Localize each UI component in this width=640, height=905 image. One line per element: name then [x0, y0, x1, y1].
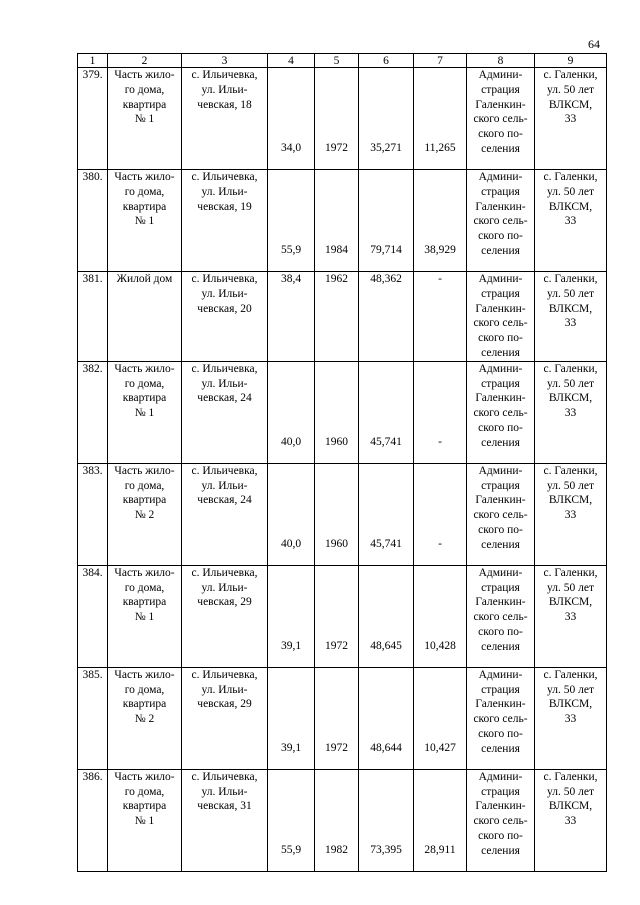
year-value: 1962 [315, 272, 359, 362]
object-name: Жилой дом [108, 272, 182, 362]
holder-address: с. Галенки, ул. 50 лет ВЛКСМ, 33 [535, 463, 607, 565]
residual-value: - [414, 272, 467, 362]
year-value: 1960 [315, 463, 359, 565]
holder-address: с. Галенки, ул. 50 лет ВЛКСМ, 33 [535, 565, 607, 667]
column-header: 5 [315, 54, 359, 68]
book-value: 73,395 [359, 769, 414, 871]
area-value: 55,9 [268, 170, 315, 272]
year-value: 1972 [315, 565, 359, 667]
residual-value: - [414, 361, 467, 463]
book-value: 48,644 [359, 667, 414, 769]
holder-address: с. Галенки, ул. 50 лет ВЛКСМ, 33 [535, 667, 607, 769]
table-row [78, 272, 607, 362]
residual-value: 10,427 [414, 667, 467, 769]
area-value: 39,1 [268, 667, 315, 769]
holder-name: Админи- страция Галенкин- ского сель- ского по- селения [467, 68, 535, 170]
row-number: 381. [78, 272, 108, 362]
year-value: 1960 [315, 361, 359, 463]
object-address: с. Ильичевка, ул. Ильи- чевская, 24 [182, 361, 268, 463]
object-name: Часть жило- го дома, квартира № 1 [108, 769, 182, 871]
object-name: Часть жило- го дома, квартира № 1 [108, 68, 182, 170]
column-number-row [78, 54, 607, 68]
column-header: 6 [359, 54, 414, 68]
area-value: 40,0 [268, 463, 315, 565]
page-number: 64 [588, 37, 600, 51]
row-number: 386. [78, 769, 108, 871]
row-number: 383. [78, 463, 108, 565]
object-address: с. Ильичевка, ул. Ильи- чевская, 18 [182, 68, 268, 170]
property-registry-table [77, 53, 607, 872]
table-row [78, 361, 607, 463]
row-number: 380. [78, 170, 108, 272]
book-value: 48,645 [359, 565, 414, 667]
book-value: 35,271 [359, 68, 414, 170]
residual-value: 10,428 [414, 565, 467, 667]
object-address: с. Ильичевка, ул. Ильи- чевская, 24 [182, 463, 268, 565]
area-value: 38,4 [268, 272, 315, 362]
year-value: 1984 [315, 170, 359, 272]
holder-name: Админи- страция Галенкин- ского сель- ского по- селения [467, 463, 535, 565]
object-name: Часть жило- го дома, квартира № 1 [108, 170, 182, 272]
year-value: 1972 [315, 667, 359, 769]
table-row [78, 667, 607, 769]
column-header: 4 [268, 54, 315, 68]
object-name: Часть жило- го дома, квартира № 2 [108, 667, 182, 769]
table-row [78, 68, 607, 170]
object-address: с. Ильичевка, ул. Ильи- чевская, 29 [182, 667, 268, 769]
column-header: 1 [78, 54, 108, 68]
book-value: 45,741 [359, 361, 414, 463]
column-header: 8 [467, 54, 535, 68]
column-header: 9 [535, 54, 607, 68]
object-address: с. Ильичевка, ул. Ильи- чевская, 29 [182, 565, 268, 667]
residual-value: 11,265 [414, 68, 467, 170]
area-value: 34,0 [268, 68, 315, 170]
object-name: Часть жило- го дома, квартира № 2 [108, 463, 182, 565]
holder-name: Админи- страция Галенкин- ского сель- ского по- селения [467, 272, 535, 362]
table-row [78, 769, 607, 871]
year-value: 1972 [315, 68, 359, 170]
holder-name: Админи- страция Галенкин- ского сель- ского по- селения [467, 361, 535, 463]
object-name: Часть жило- го дома, квартира № 1 [108, 565, 182, 667]
year-value: 1982 [315, 769, 359, 871]
holder-name: Админи- страция Галенкин- ского сель- ского по- селения [467, 565, 535, 667]
residual-value: - [414, 463, 467, 565]
holder-name: Админи- страция Галенкин- ского сель- ского по- селения [467, 769, 535, 871]
row-number: 379. [78, 68, 108, 170]
holder-name: Админи- страция Галенкин- ского сель- ского по- селения [467, 667, 535, 769]
residual-value: 28,911 [414, 769, 467, 871]
object-address: с. Ильичевка, ул. Ильи- чевская, 19 [182, 170, 268, 272]
area-value: 39,1 [268, 565, 315, 667]
holder-address: с. Галенки, ул. 50 лет ВЛКСМ, 33 [535, 272, 607, 362]
book-value: 79,714 [359, 170, 414, 272]
residual-value: 38,929 [414, 170, 467, 272]
row-number: 385. [78, 667, 108, 769]
area-value: 40,0 [268, 361, 315, 463]
column-header: 2 [108, 54, 182, 68]
holder-address: с. Галенки, ул. 50 лет ВЛКСМ, 33 [535, 170, 607, 272]
holder-address: с. Галенки, ул. 50 лет ВЛКСМ, 33 [535, 769, 607, 871]
holder-name: Админи- страция Галенкин- ского сель- ского по- селения [467, 170, 535, 272]
table-row [78, 565, 607, 667]
book-value: 48,362 [359, 272, 414, 362]
row-number: 382. [78, 361, 108, 463]
holder-address: с. Галенки, ул. 50 лет ВЛКСМ, 33 [535, 68, 607, 170]
table-row [78, 170, 607, 272]
column-header: 3 [182, 54, 268, 68]
object-address: с. Ильичевка, ул. Ильи- чевская, 20 [182, 272, 268, 362]
object-address: с. Ильичевка, ул. Ильи- чевская, 31 [182, 769, 268, 871]
holder-address: с. Галенки, ул. 50 лет ВЛКСМ, 33 [535, 361, 607, 463]
object-name: Часть жило- го дома, квартира № 1 [108, 361, 182, 463]
table-row [78, 463, 607, 565]
column-header: 7 [414, 54, 467, 68]
book-value: 45,741 [359, 463, 414, 565]
row-number: 384. [78, 565, 108, 667]
area-value: 55,9 [268, 769, 315, 871]
